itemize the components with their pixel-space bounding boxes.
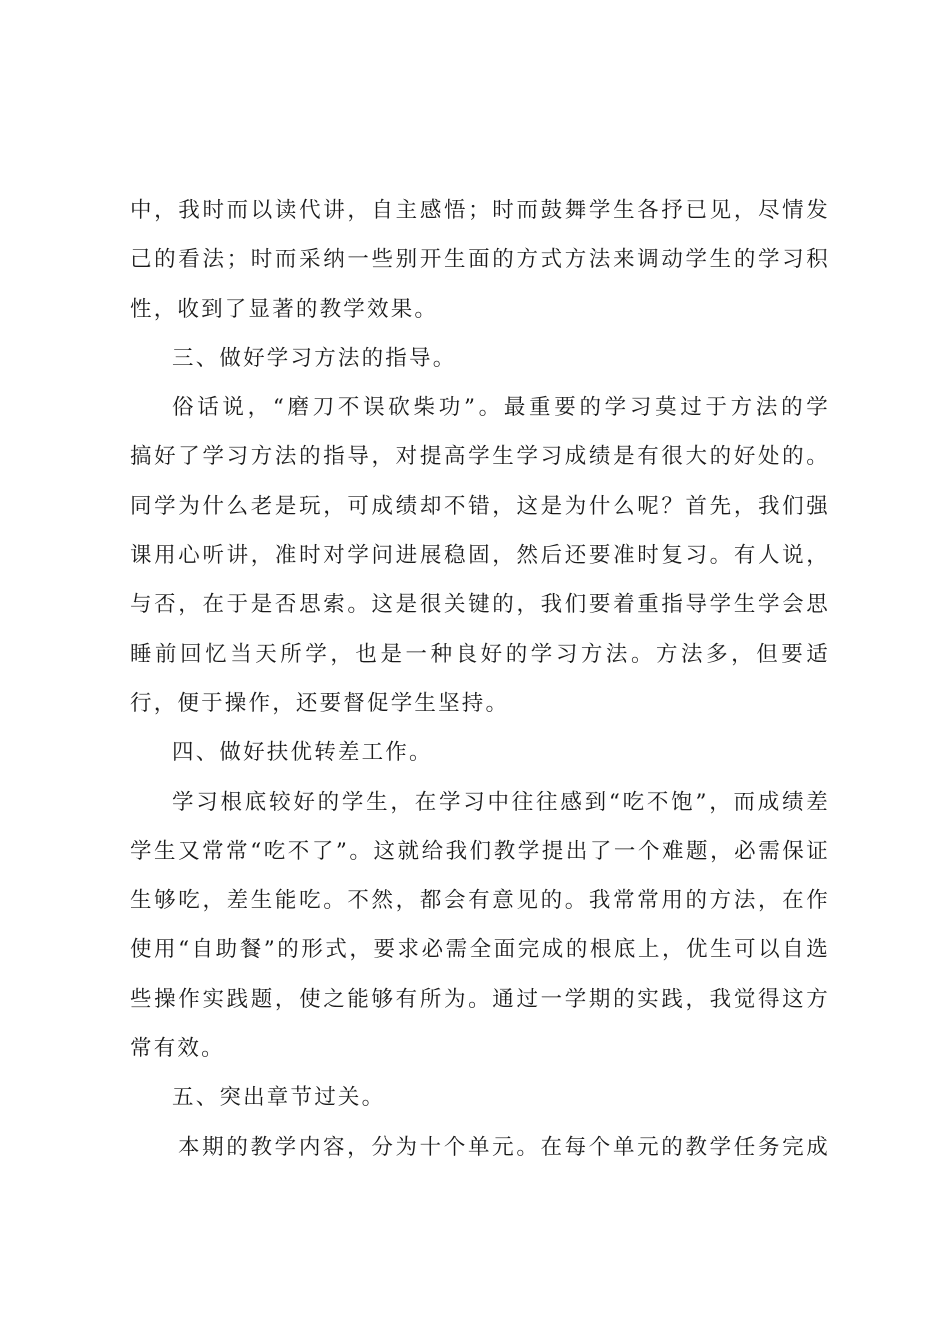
text-line: 常有效。 bbox=[130, 1036, 225, 1062]
text-line: 性，收到了显著的教学效果。 bbox=[130, 296, 439, 322]
text-line: 行，便于操作，还要督促学生坚持。 bbox=[130, 690, 510, 716]
document-body bbox=[130, 186, 830, 1172]
text-line: 与否，在于是否思索。这是很关键的，我们要着重指导学生学会思 bbox=[130, 592, 830, 618]
text-line: 课用心听讲，准时对学问进展稳固，然后还要准时复习。有人说， bbox=[130, 543, 830, 569]
text-line: 己的看法；时而采纳一些别开生面的方式方法来调动学生的学习积 bbox=[130, 247, 830, 273]
text-line: 中，我时而以读代讲，自主感悟；时而鼓舞学生各抒已见，尽情发 bbox=[130, 198, 830, 223]
text-line: 本期的教学内容，分为十个单元。在每个单元的教学任务完成 bbox=[178, 1134, 830, 1160]
section-heading: 五、突出章节过关。 bbox=[172, 1085, 386, 1111]
text-line: 睡前回忆当天所学，也是一种良好的学习方法。方法多，但要适 bbox=[130, 641, 830, 667]
text-line: 搞好了学习方法的指导，对提高学生学习成绩是有很大的好处的。 bbox=[130, 444, 830, 470]
text-line: 俗话说，“磨刀不误砍柴功”。最重要的学习莫过于方法的学 bbox=[172, 395, 830, 421]
text-line: 使用“自助餐”的形式，要求必需全面完成的根底上，优生可以自选 bbox=[130, 937, 830, 963]
section-heading: 四、做好扶优转差工作。 bbox=[172, 740, 433, 766]
text-line: 生够吃，差生能吃。不然，都会有意见的。我常常用的方法，在作 bbox=[130, 888, 830, 914]
text-line: 些操作实践题，使之能够有所为。通过一学期的实践，我觉得这方 bbox=[130, 986, 830, 1012]
section-heading: 三、做好学习方法的指导。 bbox=[172, 345, 457, 371]
text-line: 学习根底较好的学生，在学习中往往感到“吃不饱”，而成绩差 bbox=[172, 789, 830, 815]
text-line: 同学为什么老是玩，可成绩却不错，这是为什么呢？首先，我们强 bbox=[130, 493, 830, 519]
text-line: 学生又常常“吃不了”。这就给我们教学提出了一个难题，必需保证 bbox=[130, 838, 830, 864]
